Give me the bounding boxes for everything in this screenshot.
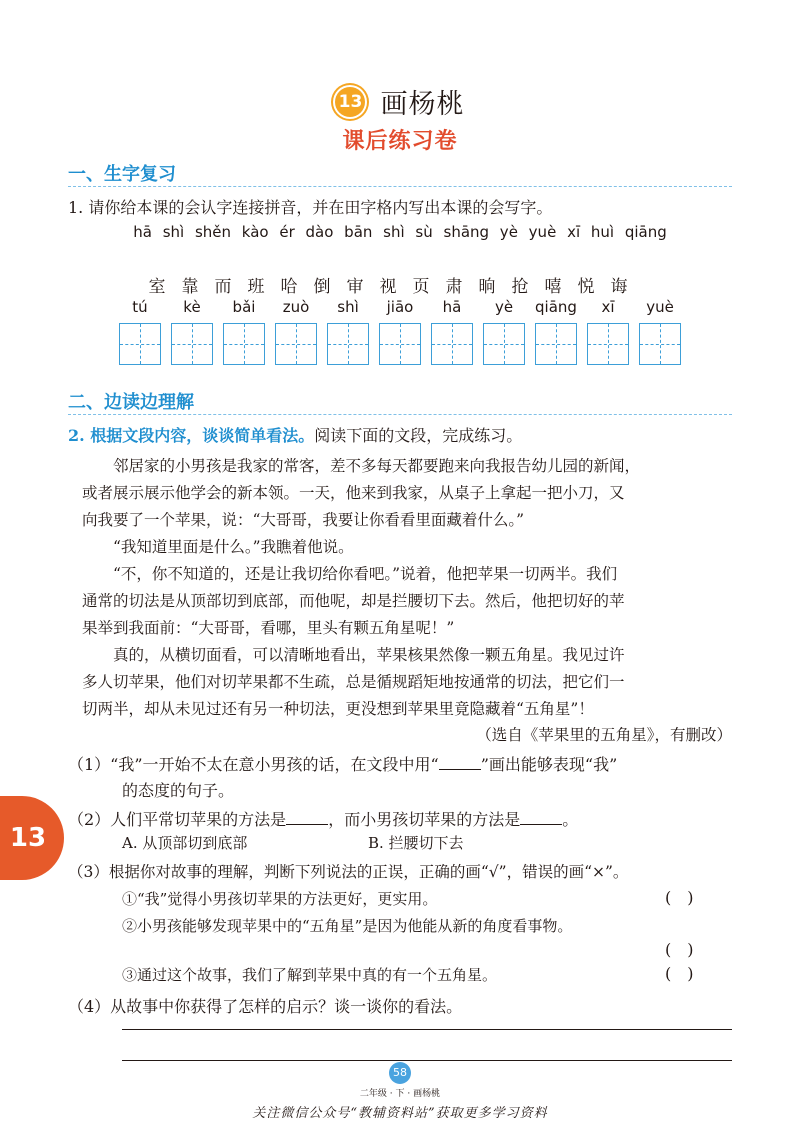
option-a: A. 从顶部切到底部 [122,834,248,852]
box-pinyin-row [0,298,800,320]
box-pinyin: tú [132,298,148,316]
subquestion-1 [68,752,617,775]
char-item: 页 [412,277,430,297]
passage-source: （选自《苹果里的五角星》，有删改） [476,726,732,744]
section-divider [68,186,732,187]
box-pinyin: xī [601,298,615,316]
writing-grid-cell[interactable] [119,323,161,365]
writing-grid-cell[interactable] [535,323,577,365]
subquestion-1-continued: 的态度的句子。 [122,781,235,800]
statement-3: ③通过这个故事，我们了解到苹果中真的有一个五角星。 [122,966,498,984]
box-pinyin: yuè [646,298,674,316]
question-1: 1. 请你给本课的会认字连接拼音，并在田字格内写出本课的会写字。 [68,198,553,217]
writing-grid-cell[interactable] [171,323,213,365]
subquestion-2-text: （2）人们平常切苹果的方法是 [68,810,287,829]
section-heading-1: 一、生字复习 [68,164,176,185]
passage-line: “不，你不知道的，还是让我切给你看吧。”说着，他把苹果一切两半。我们 [113,565,618,583]
character-row [0,272,800,296]
lesson-side-tab: 13 [0,796,64,880]
box-pinyin: shì [337,298,359,316]
box-pinyin: yè [494,298,514,316]
box-pinyin: hā [442,298,462,316]
writing-grid-cell[interactable] [639,323,681,365]
lesson-header [0,82,800,121]
writing-grid-cell[interactable] [327,323,369,365]
answer-line[interactable] [122,1060,732,1061]
writing-grid-cell[interactable] [431,323,473,365]
passage-line: 或者展示展示他学会的新本领。一天，他来到我家，从桌子上拿起一把小刀，又 [82,484,625,502]
statement-1: ①“我”觉得小男孩切苹果的方法更好，更实用。 [122,890,438,908]
statement-2: ②小男孩能够发现苹果中的“五角星”是因为他能从新的角度看事物。 [122,917,573,935]
char-item: 肃 [445,277,463,297]
char-item: 倒 [313,277,331,297]
subquestion-4: （4）从故事中你获得了怎样的启示？谈一谈你的看法。 [68,997,463,1016]
char-item: 诲 [610,277,628,297]
subquestion-2-text-end: 。 [562,810,579,829]
writing-grid-cell[interactable] [275,323,317,365]
writing-grid-cell[interactable] [587,323,629,365]
passage-line: “我知道里面是什么。”我瞧着他说。 [113,538,354,556]
char-item: 而 [214,277,232,297]
section-divider [68,414,732,415]
char-item: 抢 [511,277,529,297]
answer-parentheses[interactable]: () [665,940,710,959]
char-item: 晌 [478,277,496,297]
box-pinyin: qiāng [535,298,577,316]
footer-meta: 二年级 · 下 · 画杨桃 [359,1089,441,1099]
option-b: B. 拦腰切下去 [368,834,464,852]
answer-blank[interactable] [520,810,562,825]
writing-grid-cell[interactable] [483,323,525,365]
passage-line: 果举到我面前：“大哥哥，看哪，里头有颗五角星呢！” [82,619,455,637]
page-number: 58 [389,1062,411,1084]
box-pinyin: zuò [282,298,310,316]
passage-line: 通常的切法是从顶部切到底部，而他呢，却是拦腰切下去。然后，他把切好的苹 [82,592,625,610]
page-subtitle: 课后练习卷 [342,128,458,154]
subquestion-2-text-mid: ，而小男孩切苹果的方法是 [328,810,521,829]
answer-line[interactable] [122,1029,732,1030]
footer-note: 关注微信公众号“教辅资料站”获取更多学习资料 [252,1106,548,1121]
pinyin-row: hā shì shěn kào ér dào bān shì sù shāng yè yuè xī huì qiāng [133,223,667,241]
char-item: 视 [379,277,397,297]
box-pinyin: jiāo [386,298,414,316]
writing-grid-cell[interactable] [379,323,421,365]
box-pinyin: bǎi [232,298,256,316]
char-item: 审 [346,277,364,297]
question-2 [68,423,522,446]
answer-blank[interactable] [439,755,481,770]
char-item: 悦 [577,277,595,297]
subquestion-3: （3）根据你对故事的理解，判断下列说法的正误，正确的画“√”，错误的画“×”。 [68,863,629,881]
answer-blank[interactable] [286,810,328,825]
writing-grid-cell[interactable] [223,323,265,365]
passage-line: 真的，从横切面看，可以清晰地看出，苹果核果然像一颗五角星。我见过许 [113,646,625,664]
subquestion-1-text-end: ”画出能够表现“我” [480,755,618,774]
char-item: 靠 [181,277,199,297]
lesson-title: 画杨桃 [380,89,465,120]
char-item: 哈 [280,277,298,297]
subquestion-2 [68,807,578,830]
passage-line: 切两半，却从未见过还有另一种切法，更没想到苹果里竟隐藏着“五角星”！ [82,700,594,718]
lesson-number-badge: 13 [335,87,365,117]
section-heading-2: 二、边读边理解 [68,392,194,413]
question-2-focus: 2. 根据文段内容，谈谈简单看法。 [68,426,315,445]
subquestion-1-text: （1）“我”一开始不太在意小男孩的话，在文段中用“ [68,755,439,774]
char-item: 嘻 [544,277,562,297]
answer-parentheses[interactable]: () [665,888,710,907]
reading-passage [82,453,732,723]
box-pinyin: kè [183,298,201,316]
question-2-instruction: 阅读下面的文段，完成练习。 [314,426,523,445]
passage-line: 多人切苹果，他们对切苹果都不生疏，总是循规蹈矩地按通常的切法，把它们一 [82,673,625,691]
char-item: 班 [247,277,265,297]
char-item: 室 [148,277,166,297]
passage-line: 向我要了一个苹果，说：“大哥哥，我要让你看看里面藏着什么。” [82,511,525,529]
passage-line: 邻居家的小男孩是我家的常客，差不多每天都要跑来向我报告幼儿园的新闻， [113,457,641,475]
answer-parentheses[interactable]: () [665,964,710,983]
